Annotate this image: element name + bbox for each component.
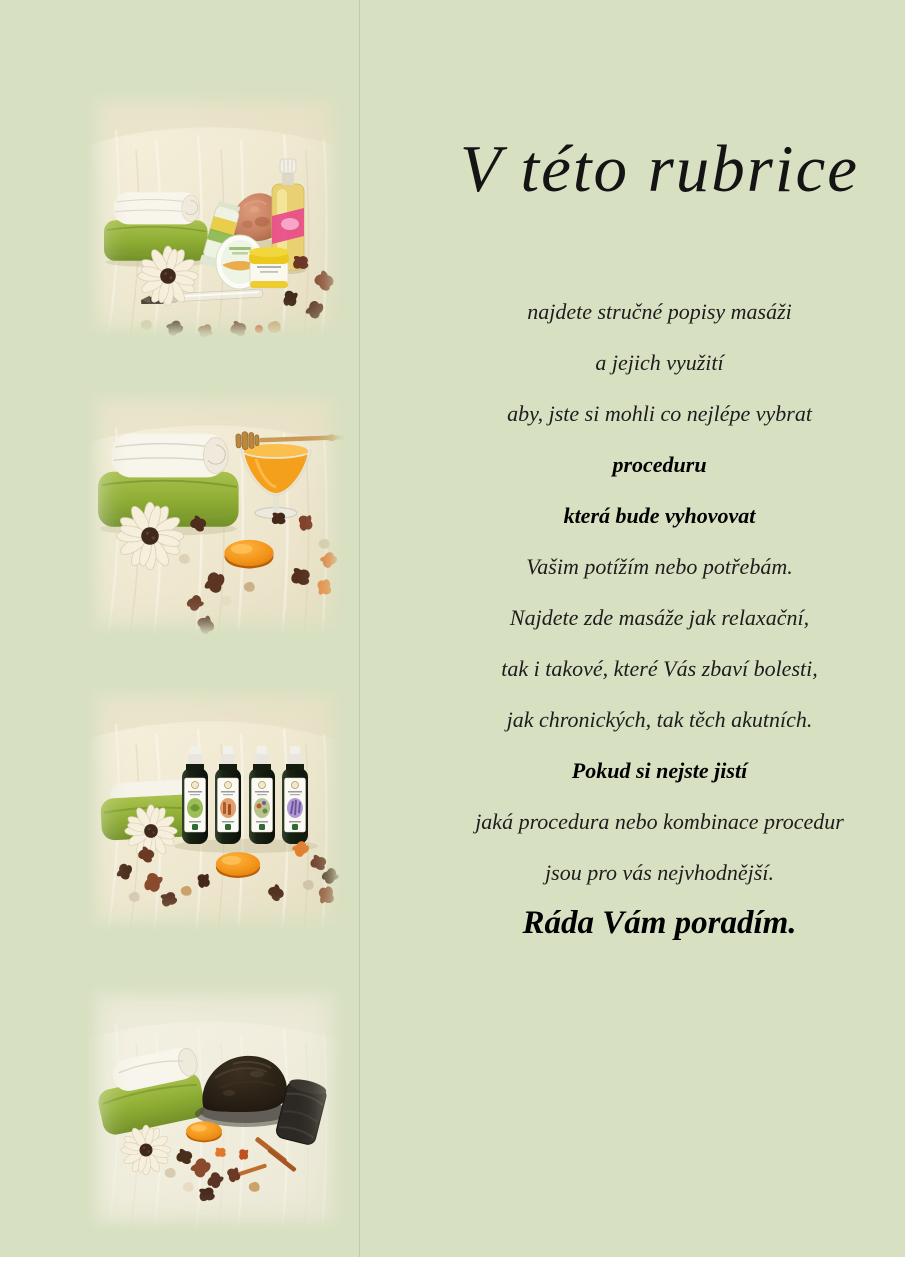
honey-massage-photo xyxy=(86,388,344,636)
intro-line: a jejich využití xyxy=(595,349,724,375)
orange-soap xyxy=(216,852,260,878)
intro-line: jsou pro vás nejvhodnější. xyxy=(545,859,774,885)
yellow-balm-jar xyxy=(249,247,289,288)
intro-line: jaká procedura nebo kombinace procedur xyxy=(475,808,844,834)
orange-soap xyxy=(186,1121,222,1142)
intro-paragraph xyxy=(414,286,905,948)
intro-line: tak i takové, které Vás zbaví bolesti, xyxy=(501,655,818,681)
intro-line: aby, jste si mohli co nejlépe vybrat xyxy=(507,400,812,426)
massage-oils-photo xyxy=(86,684,344,932)
intro-line: najdete stručné popisy masáži xyxy=(527,298,792,324)
orange-soap xyxy=(224,540,273,569)
intro-line: Najdete zde masáže jak relaxační, xyxy=(509,604,810,630)
intro-line: Pokud si nejste jistí xyxy=(571,757,748,783)
page-title: V této rubrice xyxy=(460,132,859,206)
intro-line: Vašim potížím nebo potřebám. xyxy=(526,553,793,579)
intro-line: jak chronických, tak těch akutních. xyxy=(506,706,813,732)
intro-line: proceduru xyxy=(612,451,707,477)
column-divider xyxy=(359,0,360,1280)
text-column xyxy=(414,0,905,1257)
peat-pack-photo xyxy=(86,984,344,1232)
spa-set-photo xyxy=(86,90,344,338)
footer-strip xyxy=(0,1257,905,1280)
closing-line: Ráda Vám poradím. xyxy=(522,904,797,941)
intro-line: která bude vyhovovat xyxy=(563,502,756,528)
